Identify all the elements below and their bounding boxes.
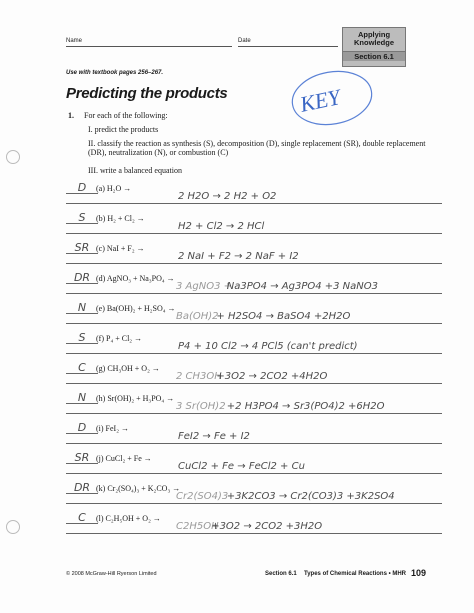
step-predict: I. predict the products xyxy=(88,125,159,134)
equation-reactants-faint: 3 AgNO3 + xyxy=(176,281,233,292)
equation-line xyxy=(66,203,442,204)
balanced-equation: CuCl2 + Fe → FeCl2 + Cu xyxy=(178,461,305,472)
name-line xyxy=(66,46,232,47)
answer-blank-line xyxy=(66,343,98,344)
answer-blank-line xyxy=(66,403,98,404)
date-line xyxy=(238,46,338,47)
badge-section: Section 6.1 xyxy=(343,51,405,61)
reaction-label: (a) H₂O → xyxy=(96,184,132,193)
textbook-note: Use with textbook pages 256–267. xyxy=(66,70,164,76)
punch-hole-top xyxy=(6,150,20,164)
equation-line xyxy=(66,233,442,234)
equation-line xyxy=(66,503,442,504)
punch-hole-bottom xyxy=(6,520,20,534)
balanced-equation: +3O2 → 2CO2 +3H2O xyxy=(211,521,323,532)
reaction-answer: SR xyxy=(74,241,90,254)
reaction-label: (i) FeI₂ → xyxy=(96,424,130,433)
footer-copyright: © 2008 McGraw-Hill Ryerson Limited xyxy=(66,571,157,577)
question-number: 1. xyxy=(68,111,74,120)
reaction-label: (l) C₂H₅OH + O₂ → xyxy=(96,514,161,523)
answer-blank-line xyxy=(66,313,98,314)
reaction-label: (b) H₂ + Cl₂ → xyxy=(96,214,145,223)
equation-reactants-faint: Ba(OH)2 xyxy=(176,311,219,322)
balanced-equation: + H2SO4 → BaSO4 +2H2O xyxy=(216,311,351,322)
equation-line xyxy=(66,293,442,294)
key-label: KEY xyxy=(297,84,343,117)
equation-reactants-faint: 3 Sr(OH)2 xyxy=(176,401,226,412)
balanced-equation: 2 NaI + F2 → 2 NaF + I2 xyxy=(178,251,299,262)
balanced-equation: +3K2CO3 → Cr2(CO3)3 +3K2SO4 xyxy=(226,491,395,502)
answer-blank-line xyxy=(66,253,98,254)
equation-reactants-faint: 2 CH3OH xyxy=(176,371,222,382)
reaction-answer: C xyxy=(78,511,86,524)
answer-blank-line xyxy=(66,493,98,494)
balanced-equation: +2 H3PO4 → Sr3(PO4)2 +6H2O xyxy=(226,401,385,412)
equation-line xyxy=(66,323,442,324)
reaction-answer: C xyxy=(78,361,86,374)
footer-section: Section 6.1 xyxy=(265,571,297,577)
balanced-equation: FeI2 → Fe + I2 xyxy=(178,431,250,442)
reaction-label: (h) Sr(OH)₂ + H₃PO₄ → xyxy=(96,394,175,403)
balanced-equation: +3O2 → 2CO2 +4H2O xyxy=(216,371,328,382)
equation-line xyxy=(66,443,442,444)
equation-line xyxy=(66,473,442,474)
balanced-equation: H2 + Cl2 → 2 HCl xyxy=(178,221,265,232)
reaction-label: (f) P₄ + Cl₂ → xyxy=(96,334,143,343)
equation-line xyxy=(66,263,442,264)
reaction-label: (c) NaI + F₂ → xyxy=(96,244,145,253)
answer-blank-line xyxy=(66,463,98,464)
badge-line2: Knowledge xyxy=(353,38,394,47)
reaction-answer: N xyxy=(77,301,87,314)
reaction-answer: D xyxy=(77,181,87,194)
reaction-answer: D xyxy=(77,421,87,434)
equation-reactants-faint: C2H5OH xyxy=(176,521,219,532)
reaction-label: (d) AgNO₃ + Na₃PO₄ → xyxy=(96,274,175,283)
applying-knowledge-badge xyxy=(342,27,406,67)
balanced-equation: 2 H2O → 2 H2 + O2 xyxy=(178,191,277,202)
reaction-answer: DR xyxy=(73,271,91,284)
equation-reactants-faint: Cr2(SO4)3 xyxy=(176,491,229,502)
date-label: Date xyxy=(238,38,251,44)
step-classify: II. classify the reaction as synthesis (S), decomposition (D), single replacement (SR), double replacement (DR), neutralization (N), or combustion (C) xyxy=(88,139,426,157)
footer-page-number: 109 xyxy=(411,568,427,578)
balanced-equation: P4 + 10 Cl2 → 4 PCl5 (can't predict) xyxy=(178,341,358,352)
equation-line xyxy=(66,413,442,414)
equation-line xyxy=(66,353,442,354)
reaction-answer: S xyxy=(78,331,86,344)
badge-line1: Applying xyxy=(357,30,391,39)
equation-line xyxy=(66,533,442,534)
reaction-answer: DR xyxy=(73,481,91,494)
page-title: Predicting the products xyxy=(66,85,228,102)
equation-line xyxy=(66,383,442,384)
reaction-answer: SR xyxy=(74,451,90,464)
step-balance: III. write a balanced equation xyxy=(88,166,182,175)
reaction-answer: N xyxy=(77,391,87,404)
reaction-label: (g) CH₃OH + O₂ → xyxy=(96,364,160,373)
question-text: For each of the following: xyxy=(84,111,168,120)
reaction-answer: S xyxy=(78,211,86,224)
answer-blank-line xyxy=(66,223,98,224)
balanced-equation: Na3PO4 → Ag3PO4 +3 NaNO3 xyxy=(226,281,379,292)
answer-blank-line xyxy=(66,433,98,434)
reaction-label: (j) CuCl₂ + Fe → xyxy=(96,454,152,463)
footer-title: Types of Chemical Reactions • MHR xyxy=(304,571,407,577)
answer-blank-line xyxy=(66,283,98,284)
answer-blank-line xyxy=(66,523,98,524)
reaction-label: (e) Ba(OH)₂ + H₂SO₄ → xyxy=(96,304,176,313)
answer-blank-line xyxy=(66,373,98,374)
reaction-label: (k) Cr₂(SO₄)₃ + K₂CO₃ → xyxy=(96,484,181,493)
name-label: Name xyxy=(66,38,83,44)
answer-blank-line xyxy=(66,193,98,194)
